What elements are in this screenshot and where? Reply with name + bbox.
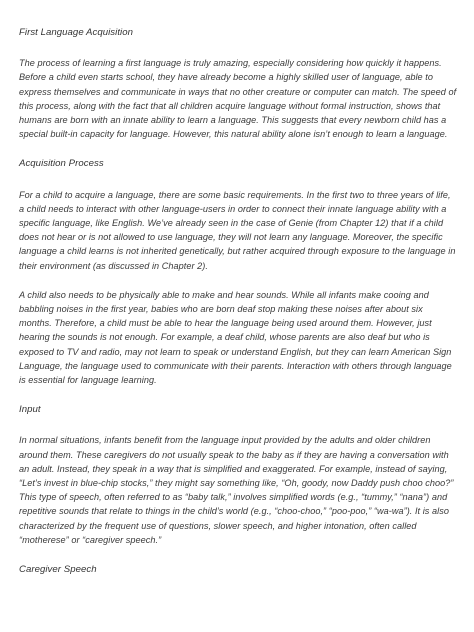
document-page	[19, 26, 457, 593]
paragraph-input-baby-talk: In normal situations, infants benefit from the language input provided by the adults and older children around them. These caregivers do not usually speak to the baby as if they are having a conversation with an adult. Instead, they speak in a way that is simplified and exaggerated. For example, instead of saying, “Let’s invest in blue-chip stocks,” they might say something like, “Oh, goody, now Daddy push choo choo?” This type of speech, often referred to as “baby talk,” involves simplified words (e.g., “tummy,” “nana”) and repetitive sounds that relate to things in the child’s world (e.g., “choo-choo,” “poo-poo,” “wa-wa”). It is also characterized by the frequent use of questions, slower speech, and higher intonation, often called “motherese” or “caregiver speech.”	[19, 435, 454, 545]
section-heading-caregiver-speech: Caregiver Speech	[19, 564, 97, 576]
paragraph-acquisition-requirements: For a child to acquire a language, there are some basic requirements. In the first two to three years of life, a child needs to interact with other language-users in order to connect their innate language ability with a specific language, like English. We’ve already seen in the case of Genie (from Chapter 12) that if a child does not hear or is not allowed to use language, they will not learn any language. Moreover, the specific language a child learns is not inherited genetically, but rather acquired through exposure to the language in their environment (as discussed in Chapter 2).	[19, 189, 456, 271]
paragraph-physical-ability: A child also needs to be physically able to make and hear sounds. While all infants make cooing and babbling noises in the first year, babies who are born deaf stop making these noises after about six months. Therefore, a child must be able to hear the language being used around them. However, just hearing the sounds is not enough. For example, a deaf child, whose parents are also deaf but who is exposed to TV and radio, may not learn to speak or understand English, but they can learn American Sign Language, the language used to communicate with their parents. Interaction with others through language is essential for language learning.	[19, 289, 452, 386]
paragraph-first-language-intro: The process of learning a first language is truly amazing, especially considering how quickly it happens. Before a child even starts school, they have already become a highly skilled user of language, able to express themselves and communicate in ways that no other creature or computer can match. The speed of this process, along with the fact that all children acquire language without formal instruction, shows that humans are born with an innate ability to learn a language. This suggests that every newborn child has a special built-in capacity for language. However, this natural ability alone isn’t enough to learn a language.	[19, 58, 457, 140]
section-heading-input: Input	[19, 404, 41, 416]
section-heading-acquisition-process: Acquisition Process	[19, 158, 104, 170]
section-heading-first-language-acquisition: First Language Acquisition	[19, 27, 134, 38]
